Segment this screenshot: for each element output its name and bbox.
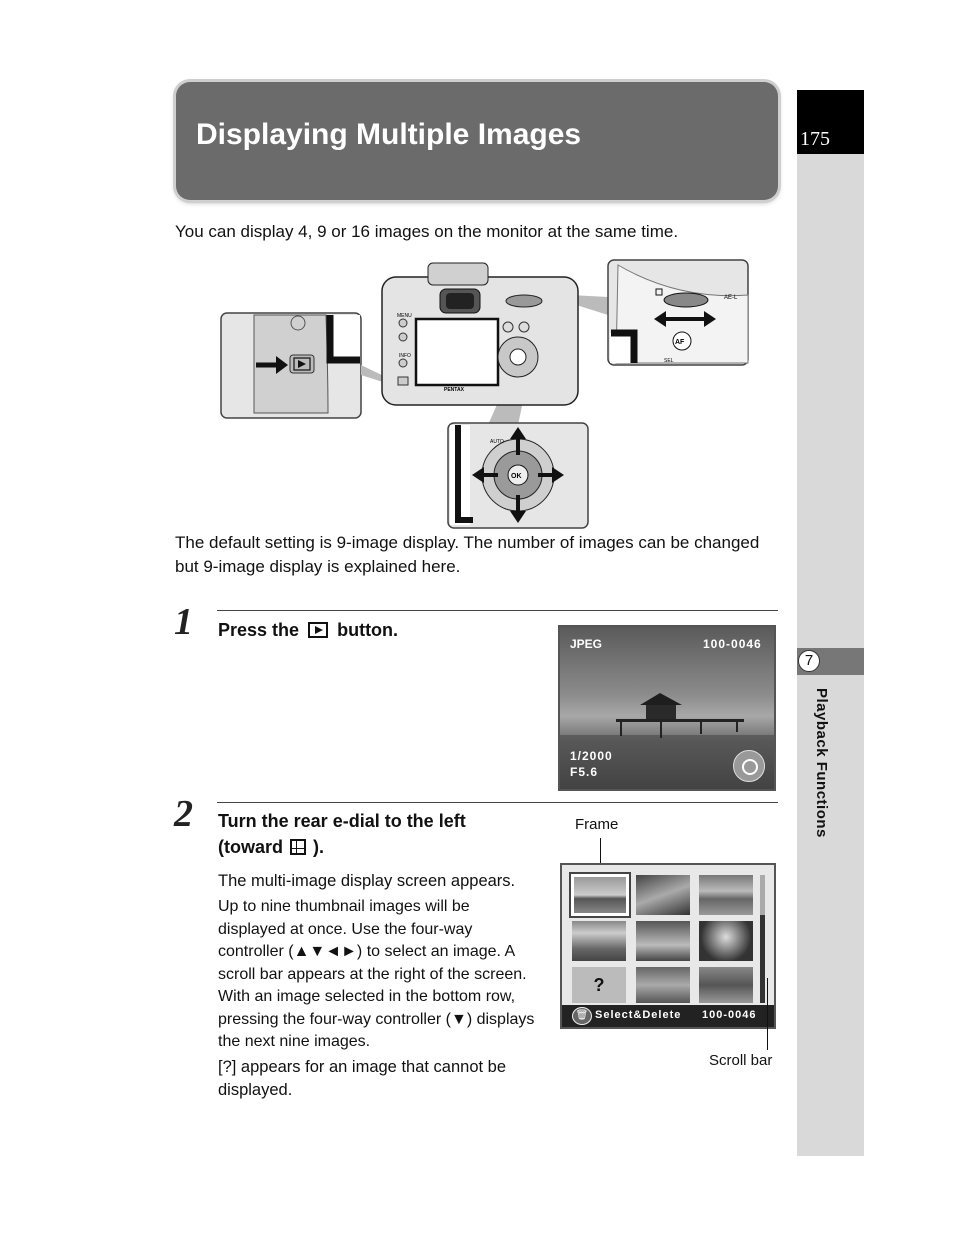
step-1-rule xyxy=(217,610,778,611)
scroll-bar[interactable] xyxy=(760,875,765,1003)
thumbnail-2 xyxy=(636,875,690,915)
page-number: 175 xyxy=(800,128,830,150)
step-2-heading-line2 xyxy=(218,834,538,860)
step-2-heading-line2-end: ). xyxy=(313,837,325,857)
multi-image-icon xyxy=(290,839,306,855)
thumbnail-5 xyxy=(636,921,690,961)
info-label: INFO xyxy=(399,353,411,359)
multi-image-screen xyxy=(560,863,776,1029)
chapter-number: 7 xyxy=(798,650,820,672)
frame-label: Frame xyxy=(575,816,619,833)
step-2-rule xyxy=(217,802,778,803)
single-image-screen xyxy=(558,625,776,791)
four-way-controller-callout xyxy=(448,423,588,528)
unknown-image-thumbnail: ? xyxy=(572,967,626,1003)
thumbnail-6 xyxy=(699,921,753,961)
step-2-number: 2 xyxy=(174,793,193,835)
playback-icon xyxy=(308,622,328,638)
ok-label: OK xyxy=(511,473,522,480)
file-number: 100-0046 xyxy=(703,637,762,651)
aperture-value: F5.6 xyxy=(570,765,599,779)
step-2-heading xyxy=(218,808,538,860)
step-1-heading xyxy=(218,617,398,643)
sel-label: SEL xyxy=(664,358,674,364)
step-1-heading-start: Press the xyxy=(218,620,300,640)
default-setting-note: The default setting is 9-image display. The number of images can be changed but 9-image display is explained here. xyxy=(175,533,760,576)
intro-text: You can display 4, 9 or 16 images on the monitor at the same time. xyxy=(175,222,679,241)
playback-button-callout xyxy=(221,313,361,418)
brand-label: PENTAX xyxy=(444,387,464,393)
selection-frame xyxy=(569,872,631,918)
step-1-heading-end: button. xyxy=(337,620,399,640)
thumbnail-4 xyxy=(572,921,626,961)
step-2-heading-line1: Turn the rear e-dial to the left xyxy=(218,811,466,831)
trash-button-icon xyxy=(399,333,407,341)
step-2-paragraph-3: [?] appears for an image that cannot be displayed. xyxy=(218,1058,507,1099)
camera-illustration xyxy=(218,255,752,533)
step-2-heading-line2-start: (toward xyxy=(218,837,283,857)
menu-label: MENU xyxy=(397,313,412,319)
trash-icon: 🗑 xyxy=(572,1007,592,1025)
camera-back xyxy=(382,263,578,405)
auto-label: AUTO xyxy=(490,439,504,445)
step-2-paragraph-1: The multi-image display screen appears. xyxy=(218,872,516,890)
ael-label: AE-L xyxy=(724,295,738,301)
e-dial-callout xyxy=(608,260,748,365)
af-label: AF xyxy=(675,339,685,346)
file-format: JPEG xyxy=(570,637,603,651)
e-dial-guide-icon xyxy=(733,750,765,782)
scrollbar-callout-line xyxy=(767,978,768,1050)
page-title: Displaying Multiple Images xyxy=(196,118,582,151)
thumbnail-8 xyxy=(636,967,690,1003)
chapter-sidebar xyxy=(797,90,864,1156)
step-2-paragraph-2: Up to nine thumbnail images will be displayed at once. Use the four-way controller (▲▼◄►) to select an image. A scroll bar appears at the right of the screen. With an image selected in the bottom row, pressing the four-way controller (▼) displays the next nine images. xyxy=(218,898,535,1050)
thumbnail-9 xyxy=(699,967,753,1003)
shutter-speed: 1/2000 xyxy=(570,749,613,763)
step-1-number: 1 xyxy=(174,601,193,643)
scrollbar-label: Scroll bar xyxy=(709,1052,773,1069)
thumbnail-3 xyxy=(699,875,753,915)
scroll-thumb[interactable] xyxy=(760,875,765,915)
multi-file-number: 100-0046 xyxy=(702,1009,757,1021)
select-delete-label: Select&Delete xyxy=(595,1009,682,1021)
e-dial-icon xyxy=(664,293,708,307)
chapter-label: Playback Functions xyxy=(813,688,830,838)
